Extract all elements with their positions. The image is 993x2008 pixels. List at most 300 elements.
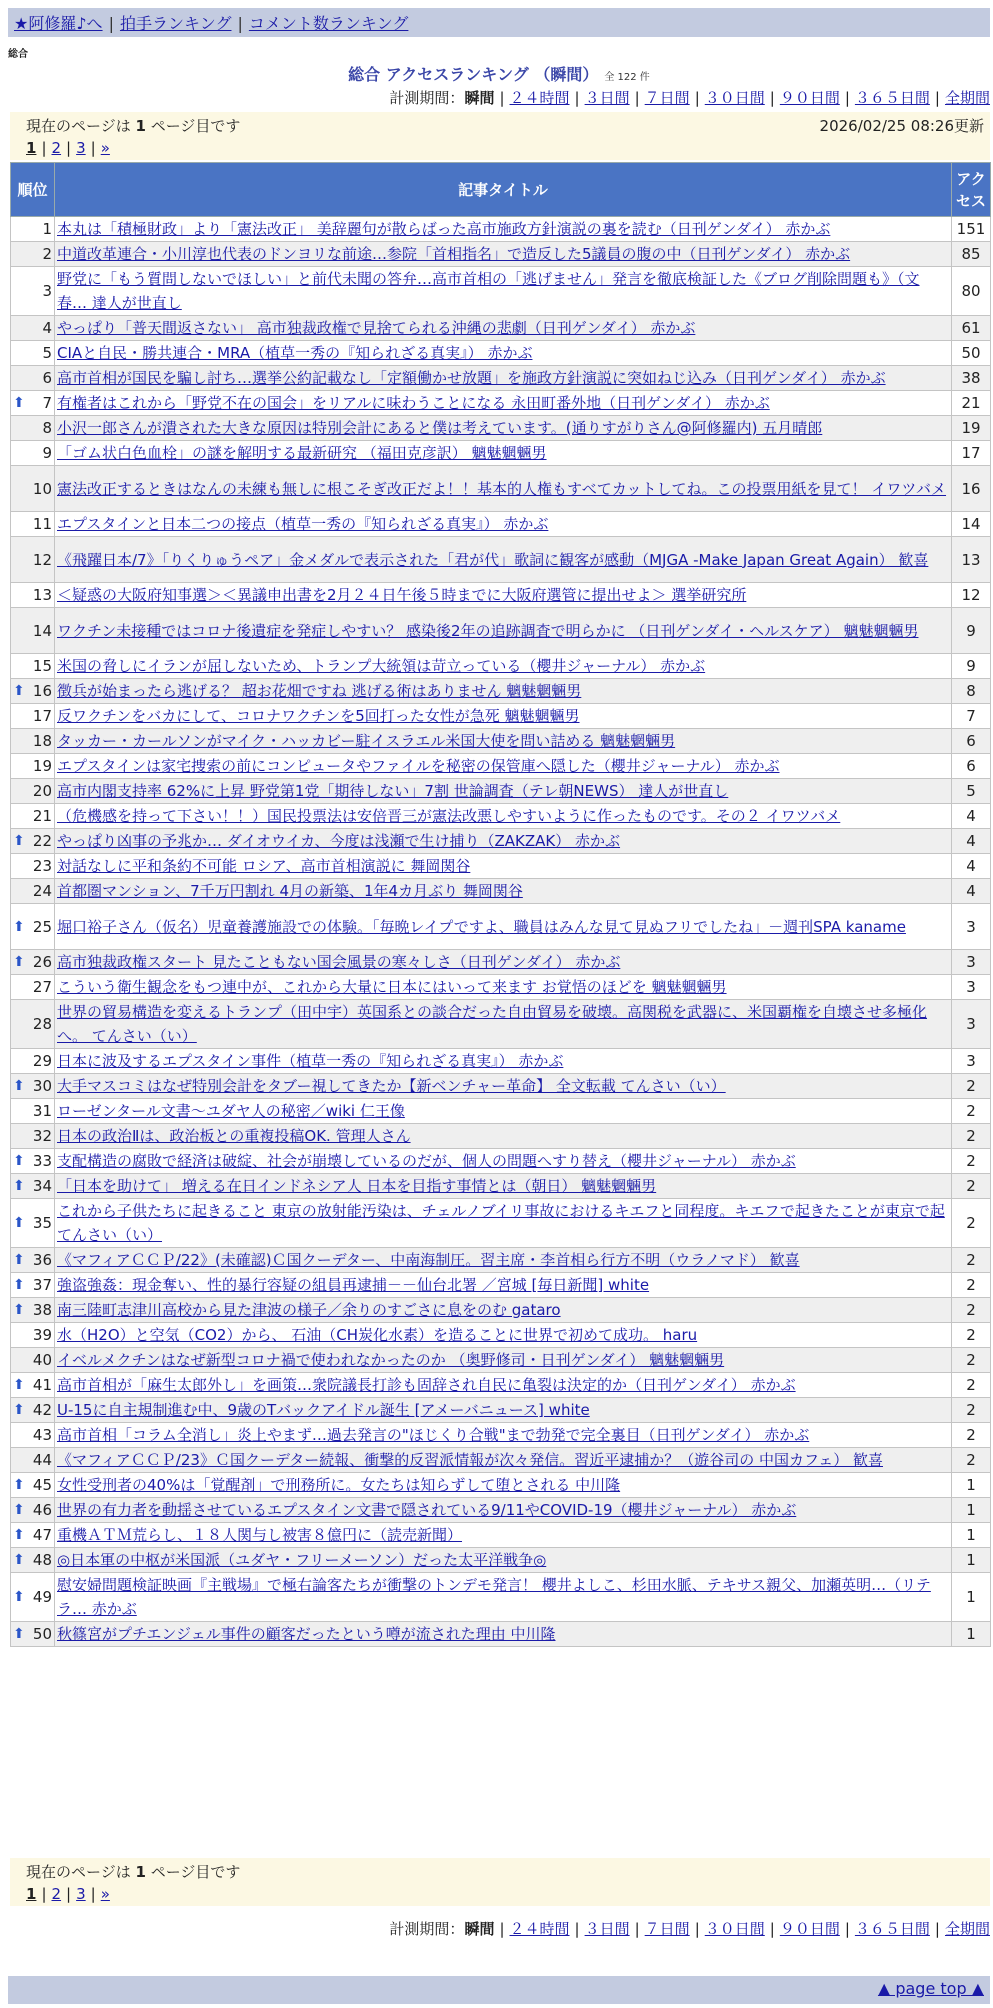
rank-number: 28 xyxy=(32,1015,52,1033)
article-link[interactable]: 有権者はこれから「野党不在の国会」をリアルに味わうことになる 永田町番外地（日刊ゲンダイ） 赤かぶ xyxy=(57,394,770,412)
pager-bottom xyxy=(26,1883,974,1905)
rank-number: 26 xyxy=(32,953,52,971)
title-cell xyxy=(55,341,952,366)
period-separator: | xyxy=(634,89,640,107)
rank-number: 34 xyxy=(32,1177,52,1195)
rank-number: 12 xyxy=(32,550,52,569)
period-link[interactable]: ２４時間 xyxy=(509,1920,570,1938)
period-link[interactable]: ３０日間 xyxy=(704,1920,765,1938)
article-link[interactable]: 首都圏マンション、7千万円割れ 4月の新築、1年4カ月ぶり 舞岡関谷 xyxy=(57,882,523,900)
period-separator: | xyxy=(499,1920,505,1938)
article-link[interactable]: エプスタインは家宅捜索の前にコンピュータやファイルを秘密の保管庫へ隠した（櫻井ジャーナル） 赤かぶ xyxy=(57,757,780,775)
rank-number: 50 xyxy=(32,1625,52,1643)
access-count: 9 xyxy=(952,654,991,679)
title-cell xyxy=(55,217,952,242)
article-link[interactable]: 小沢一郎さんが潰された大きな原因は特別会計にあると僕は考えています。(通りすがりさん@阿修羅内) 五月晴郎 xyxy=(57,419,823,437)
title-cell xyxy=(55,779,952,804)
article-link[interactable]: 対話なしに平和条約不可能 ロシア、高市首相演説に 舞岡関谷 xyxy=(57,857,471,875)
rank-cell xyxy=(11,391,55,416)
access-count: 3 xyxy=(952,950,991,975)
rank-cell xyxy=(11,217,55,242)
article-link[interactable]: 高市首相が「麻生太郎外し」を画策…衆院議長打診も固辞され自民に亀裂は決定的か（日刊ゲンダイ） 赤かぶ xyxy=(57,1376,796,1394)
section-tag: 総合 xyxy=(8,49,28,60)
table-row xyxy=(11,975,991,1000)
access-count: 2 xyxy=(952,1373,991,1398)
title-cell xyxy=(55,391,952,416)
article-link[interactable]: 重機ＡＴＭ荒らし、１８人関与し被害８億円に（読売新聞） xyxy=(57,1526,463,1544)
rank-cell xyxy=(11,829,55,854)
rank-number: 46 xyxy=(32,1501,52,1519)
rank-cell xyxy=(11,1573,55,1622)
nav-separator: | xyxy=(237,14,243,33)
rank-cell xyxy=(11,1622,55,1647)
table-row xyxy=(11,1323,991,1348)
rank-number: 36 xyxy=(32,1251,52,1269)
article-link[interactable]: （危機感を持って下さい！！）国民投票法は安倍晋三が憲法改悪しやすいように作ったものです。その２ イワツバメ xyxy=(57,807,841,825)
access-count: 16 xyxy=(952,466,991,512)
title-cell xyxy=(55,1548,952,1573)
article-link[interactable]: 高市独裁政権スタート 見たこともない国会風景の寒々しさ（日刊ゲンダイ） 赤かぶ xyxy=(57,953,621,971)
up-arrow-icon: ⬆ xyxy=(13,833,25,849)
period-separator: | xyxy=(769,1920,775,1938)
page-info-number: 1 xyxy=(135,1863,146,1881)
access-count: 2 xyxy=(952,1074,991,1099)
rank-number: 30 xyxy=(32,1077,52,1095)
article-link[interactable]: 憲法改正するときはなんの未練も無しに根こそぎ改正だよ！！基本的人権もすべてカットしてね。この投票用紙を見て！ イワツバメ xyxy=(57,479,947,498)
rank-number: 19 xyxy=(32,757,52,775)
title-cell xyxy=(55,1323,952,1348)
rank-number: 11 xyxy=(32,515,52,533)
rank-cell xyxy=(11,1398,55,1423)
table-row xyxy=(11,1348,991,1373)
table-row xyxy=(11,1523,991,1548)
title-cell xyxy=(55,583,952,608)
title-cell xyxy=(55,537,952,583)
up-arrow-icon: ⬆ xyxy=(13,918,25,935)
table-row xyxy=(11,217,991,242)
table-row xyxy=(11,1248,991,1273)
title-cell xyxy=(55,1273,952,1298)
rank-number: 47 xyxy=(32,1526,52,1544)
access-count: 6 xyxy=(952,729,991,754)
access-count: 4 xyxy=(952,804,991,829)
up-arrow-icon: ⬆ xyxy=(13,1277,25,1293)
table-row xyxy=(11,416,991,441)
access-count: 2 xyxy=(952,1348,991,1373)
rank-cell xyxy=(11,1448,55,1473)
table-row xyxy=(11,729,991,754)
title-cell xyxy=(55,1448,952,1473)
article-link[interactable]: 支配構造の腐敗で経済は破綻、社会が崩壊しているのだが、個人の問題へすり替え（櫻井ジャーナル） 赤かぶ xyxy=(57,1152,796,1170)
table-row xyxy=(11,1373,991,1398)
article-link[interactable]: 水（H2O）と空気（CO2）から、 石油（CH炭化水素）を造ることに世界で初めて成功。 haru xyxy=(57,1326,698,1344)
pager-separator: | xyxy=(66,1885,72,1903)
up-arrow-icon: ⬆ xyxy=(13,1527,25,1543)
table-row xyxy=(11,1298,991,1323)
period-link[interactable]: ９０日間 xyxy=(779,1920,840,1938)
access-count: 80 xyxy=(952,267,991,316)
table-row xyxy=(11,608,991,654)
title-cell xyxy=(55,1248,952,1273)
page-info-prefix: 現在のページは xyxy=(26,1863,136,1881)
article-link[interactable]: U-15に自主規制進む中、9歳のTバックアイドル誕生 [アメーバニュース] white xyxy=(57,1401,590,1419)
rank-cell xyxy=(11,441,55,466)
pager-current: 1 xyxy=(26,1885,37,1903)
access-count: 21 xyxy=(952,391,991,416)
home-link[interactable]: ★阿修羅♪へ xyxy=(14,14,103,33)
rank-number: 38 xyxy=(32,1301,52,1319)
rank-cell xyxy=(11,267,55,316)
pager-next-link[interactable]: » xyxy=(100,1885,110,1903)
up-arrow-icon: ⬆ xyxy=(13,1552,25,1568)
pager-top xyxy=(26,137,974,159)
title-cell xyxy=(55,441,952,466)
rank-number: 7 xyxy=(42,394,52,412)
table-row xyxy=(11,754,991,779)
access-count: 5 xyxy=(952,779,991,804)
table-row xyxy=(11,829,991,854)
up-arrow-icon: ⬆ xyxy=(13,1589,25,1605)
article-link[interactable]: ローゼンタール文書～ユダヤ人の秘密／wiki 仁王像 xyxy=(57,1102,405,1120)
rank-number: 39 xyxy=(32,1326,52,1344)
rank-number: 44 xyxy=(32,1451,52,1469)
period-link[interactable]: ３日間 xyxy=(584,89,630,107)
article-link[interactable]: こういう衛生観念をもつ連中が、これから大量に日本にはいって来ます お覚悟のほどを 魑魅魍魎男 xyxy=(57,978,727,996)
ranking-table xyxy=(10,162,991,1647)
title-cell xyxy=(55,242,952,267)
rank-cell xyxy=(11,1323,55,1348)
article-link[interactable]: 世界の有力者を動揺させているエプスタイン文書で隠されている9/11やCOVID-19（櫻井ジャーナル） 赤かぶ xyxy=(57,1501,797,1519)
rank-number: 25 xyxy=(32,917,52,936)
article-link[interactable]: 女性受刑者の40%は「覚醒剤」で刑務所に。女たちは知らずして堕とされる 中川隆 xyxy=(57,1476,621,1494)
table-row xyxy=(11,704,991,729)
table-row xyxy=(11,1000,991,1049)
table-row xyxy=(11,1448,991,1473)
table-row xyxy=(11,950,991,975)
article-link[interactable]: エプスタインと日本二つの接点（植草一秀の『知られざる真実』） 赤かぶ xyxy=(57,515,549,533)
period-separator: | xyxy=(634,1920,640,1938)
article-link[interactable]: ◎日本軍の中枢が米国派（ユダヤ・フリーメーソン）だった太平洋戦争◎ xyxy=(57,1551,547,1569)
table-row xyxy=(11,466,991,512)
pager-link[interactable]: 3 xyxy=(76,1885,86,1903)
article-link[interactable]: 日本に波及するエプスタイン事件（植草一秀の『知られざる真実』） 赤かぶ xyxy=(57,1052,564,1070)
rank-cell xyxy=(11,316,55,341)
page-top-link[interactable]: ▲ page top ▲ xyxy=(877,1979,984,1998)
article-link[interactable]: 大手マスコミはなぜ特別会計をタブー視してきたか【新ベンチャー革命】 全文転載 てんさい（い） xyxy=(57,1077,726,1095)
up-arrow-icon: ⬆ xyxy=(13,683,25,699)
table-row xyxy=(11,1423,991,1448)
table-row xyxy=(11,654,991,679)
title-cell xyxy=(55,1074,952,1099)
article-link[interactable]: ワクチン未接種ではコロナ後遺症を発症しやすい？ 感染後2年の追跡調査で明らかに （日刊ゲンダイ・ヘルスケア） 魑魅魍魎男 xyxy=(57,621,919,640)
access-count: 1 xyxy=(952,1622,991,1647)
up-arrow-icon: ⬆ xyxy=(13,1377,25,1393)
period-separator: | xyxy=(934,89,940,107)
pager-next-link[interactable]: » xyxy=(100,139,110,157)
table-row xyxy=(11,1174,991,1199)
period-link[interactable]: ３６５日間 xyxy=(854,89,930,107)
title-cell xyxy=(55,1348,952,1373)
table-row xyxy=(11,1398,991,1423)
rank-number: 33 xyxy=(32,1152,52,1170)
period-link[interactable]: 全期間 xyxy=(944,1920,990,1938)
title-cell xyxy=(55,267,952,316)
table-row xyxy=(11,267,991,316)
article-link[interactable]: 本丸は「積極財政」より「憲法改正」 美辞麗句が散らばった高市施政方針演説の裏を読む（日刊ゲンダイ） 赤かぶ xyxy=(57,220,831,238)
period-link[interactable]: ３日間 xyxy=(584,1920,630,1938)
clap-ranking-link[interactable]: 拍手ランキング xyxy=(119,14,232,33)
title-cell xyxy=(55,1049,952,1074)
access-count: 2 xyxy=(952,1149,991,1174)
rank-cell xyxy=(11,679,55,704)
up-arrow-icon: ⬆ xyxy=(13,1178,25,1194)
rank-cell xyxy=(11,1199,55,1248)
up-arrow-icon: ⬆ xyxy=(13,1215,25,1231)
article-link[interactable]: 強盗強姦：現金奪い、性的暴行容疑の組員再逮捕－－仙台北署 ／宮城 [毎日新聞] white xyxy=(57,1276,650,1294)
title-cell xyxy=(55,1573,952,1622)
rank-cell xyxy=(11,366,55,391)
rank-number: 20 xyxy=(32,782,52,800)
title-header: 記事タイトル xyxy=(55,163,952,217)
period-current: 瞬間 xyxy=(464,89,495,107)
rank-number: 35 xyxy=(32,1214,52,1232)
access-count: 4 xyxy=(952,854,991,879)
table-row xyxy=(11,1199,991,1248)
article-link[interactable]: イベルメクチンはなぜ新型コロナ禍で使われなかったのか （奥野修司・日刊ゲンダイ） 魑魅魍魎男 xyxy=(57,1351,725,1369)
table-header-row xyxy=(11,163,991,217)
access-count: 3 xyxy=(952,975,991,1000)
up-arrow-icon: ⬆ xyxy=(13,1502,25,1518)
access-count: 85 xyxy=(952,242,991,267)
period-link[interactable]: ７日間 xyxy=(644,89,690,107)
rank-number: 16 xyxy=(32,682,52,700)
table-row xyxy=(11,804,991,829)
article-link[interactable]: 中道改革連合・小川淳也代表のドンヨリな前途…参院「首相指名」で造反した5議員の腹の中（日刊ゲンダイ） 赤かぶ xyxy=(57,245,851,263)
article-link[interactable]: 秋篠宮がプチエンジェル事件の顧客だったという噂が流された理由 中川隆 xyxy=(57,1625,556,1643)
title-cell xyxy=(55,754,952,779)
period-label: 計測期間： xyxy=(389,1920,465,1938)
access-count: 38 xyxy=(952,366,991,391)
rank-number: 2 xyxy=(42,245,52,263)
title-cell xyxy=(55,1149,952,1174)
rank-number: 42 xyxy=(32,1401,52,1419)
rank-cell xyxy=(11,804,55,829)
title-cell xyxy=(55,1423,952,1448)
article-link[interactable]: 《飛躍日本/7》「りくりゅうペア」金メダルで表示された「君が代」歌詞に観客が感動（MJGA -Make Japan Great Again） 歓喜 xyxy=(57,550,929,569)
table-row xyxy=(11,583,991,608)
access-count: 2 xyxy=(952,1398,991,1423)
access-count: 2 xyxy=(952,1248,991,1273)
article-link[interactable]: 米国の脅しにイランが屈しないため、トランプ大統領は苛立っている（櫻井ジャーナル） 赤かぶ xyxy=(57,657,706,675)
access-count: 2 xyxy=(952,1174,991,1199)
article-link[interactable]: 堀口裕子さん（仮名）児童養護施設での体験。「毎晩レイプですよ、職員はみんな見て見ぬフリでしたね」－週刊SPA kaname xyxy=(57,917,906,936)
title-cell xyxy=(55,950,952,975)
up-arrow-icon: ⬆ xyxy=(13,1302,25,1318)
rank-number: 24 xyxy=(32,882,52,900)
table-row xyxy=(11,512,991,537)
access-count: 6 xyxy=(952,754,991,779)
title-cell xyxy=(55,512,952,537)
article-link[interactable]: やっぱり凶事の予兆か… ダイオウイカ、今度は浅瀬で生け捕り（ZAKZAK） 赤かぶ xyxy=(57,832,621,850)
rank-number: 21 xyxy=(32,807,52,825)
title-cell xyxy=(55,466,952,512)
period-label: 計測期間： xyxy=(389,89,465,107)
access-count: 4 xyxy=(952,829,991,854)
title-cell xyxy=(55,366,952,391)
rank-number: 13 xyxy=(32,586,52,604)
rank-number: 41 xyxy=(32,1376,52,1394)
rank-cell xyxy=(11,583,55,608)
title-cell xyxy=(55,654,952,679)
article-link[interactable]: 《マフィアＣＣＰ/22》(未確認)Ｃ国クーデター、中南海制圧。習主席・李首相ら行方不明（ウラノマド） 歓喜 xyxy=(57,1251,800,1269)
rank-cell xyxy=(11,512,55,537)
period-separator: | xyxy=(934,1920,940,1938)
total-count: 全 122 件 xyxy=(604,72,650,83)
rank-number: 43 xyxy=(32,1426,52,1444)
period-selector-top xyxy=(389,87,990,108)
rank-number: 27 xyxy=(32,978,52,996)
period-link[interactable]: 全期間 xyxy=(944,89,990,107)
period-link[interactable]: ３０日間 xyxy=(704,89,765,107)
rank-cell xyxy=(11,1373,55,1398)
rank-cell xyxy=(11,1548,55,1573)
article-link[interactable]: 《マフィアＣＣＰ/23》Ｃ国クーデター続報、衝撃的反習派情報が次々発信。習近平逮捕か？（遊谷司の 中国カフェ） 歓喜 xyxy=(57,1451,883,1469)
rank-number: 37 xyxy=(32,1276,52,1294)
rank-cell xyxy=(11,854,55,879)
rank-number: 32 xyxy=(32,1127,52,1145)
access-count: 1 xyxy=(952,1498,991,1523)
title-cell xyxy=(55,679,952,704)
page-title: 総合 アクセスランキング （瞬間） xyxy=(348,65,599,84)
table-row xyxy=(11,854,991,879)
pager-separator: | xyxy=(66,139,72,157)
access-count: 9 xyxy=(952,608,991,654)
title-cell xyxy=(55,1099,952,1124)
article-link[interactable]: 高市首相が国民を騙し討ち…選挙公約記載なし「定額働かせ放題」を施政方針演説に突如ねじ込み（日刊ゲンダイ） 赤かぶ xyxy=(57,369,886,387)
article-link[interactable]: ＜疑惑の大阪府知事選＞＜異議申出書を2月２４日午後５時までに大阪府選管に提出せよ＞ 選挙研究所 xyxy=(57,586,747,604)
pager-link[interactable]: 2 xyxy=(51,1885,62,1903)
rank-cell xyxy=(11,1174,55,1199)
article-link[interactable]: これから子供たちに起きること 東京の放射能汚染は、チェルノブイリ事故におけるキエフと同程度。キエフで起きたことが東京で起 てんさい（い） xyxy=(57,1202,945,1244)
rank-cell xyxy=(11,950,55,975)
article-link[interactable]: 慰安婦問題検証映画『主戦場』で極右論客たちが衝撃のトンデモ発言！ 櫻井よしこ、杉田水脈、テキサス親父、加瀬英明…（リテラ… 赤かぶ xyxy=(57,1576,931,1618)
table-row xyxy=(11,391,991,416)
article-link[interactable]: 世界の貿易構造を変えるトランプ（田中宇）英国系との談合だった自由貿易を破壊。高関税を武器に、米国覇権を自壊させ多極化へ。 てんさい（い） xyxy=(57,1003,928,1045)
rank-number: 14 xyxy=(32,621,52,640)
article-link[interactable]: タッカー・カールソンがマイク・ハッカビー駐イスラエル米国大使を問い詰める 魑魅魍魎男 xyxy=(57,732,676,750)
period-link[interactable]: ７日間 xyxy=(644,1920,690,1938)
rank-number: 5 xyxy=(42,344,52,362)
article-link[interactable]: 徴兵が始まったら逃げる？ 超お花畑ですね 逃げる術はありません 魑魅魍魎男 xyxy=(57,682,582,700)
rank-cell xyxy=(11,879,55,904)
access-count: 12 xyxy=(952,583,991,608)
table-row xyxy=(11,1548,991,1573)
article-link[interactable]: 高市内閣支持率 62%に上昇 野党第1党「期待しない」7割 世論調査（テレ朝NEWS） 達人が世直し xyxy=(57,782,729,800)
access-count: 61 xyxy=(952,316,991,341)
pager-current: 1 xyxy=(26,139,37,157)
period-separator: | xyxy=(499,89,505,107)
table-row xyxy=(11,1573,991,1622)
table-row xyxy=(11,1273,991,1298)
article-link[interactable]: 高市首相「コラム全消し」炎上やまず…過去発言の"ほじくり合戦"まで勃発で完全裏目（日刊ゲンダイ） 赤かぶ xyxy=(57,1426,810,1444)
table-row xyxy=(11,537,991,583)
period-selector-bottom xyxy=(389,1918,990,1939)
access-count: 13 xyxy=(952,537,991,583)
access-count: 1 xyxy=(952,1548,991,1573)
title-cell xyxy=(55,804,952,829)
rank-cell xyxy=(11,729,55,754)
pager-link[interactable]: 2 xyxy=(51,139,62,157)
period-link[interactable]: ９０日間 xyxy=(779,89,840,107)
article-link[interactable]: 日本の政治Ⅱは、政治板との重複投稿OK. 管理人さん xyxy=(57,1127,411,1145)
pager-separator: | xyxy=(90,1885,96,1903)
period-separator: | xyxy=(844,89,850,107)
period-current: 瞬間 xyxy=(464,1920,495,1938)
access-count: 19 xyxy=(952,416,991,441)
article-link[interactable]: 野党に「もう質問しないでほしい」と前代未聞の答弁…高市首相の「逃げません」発言を徹底検証した《ブログ削除問題も》（文春… 達人が世直し xyxy=(57,270,920,312)
table-row xyxy=(11,779,991,804)
rank-cell xyxy=(11,904,55,950)
table-row xyxy=(11,242,991,267)
article-link[interactable]: 「ゴム状白色血栓」の謎を解明する最新研究 （福田克彦訳） 魑魅魍魎男 xyxy=(57,444,547,462)
table-row xyxy=(11,1049,991,1074)
comment-ranking-link[interactable]: コメント数ランキング xyxy=(248,14,409,33)
rank-cell xyxy=(11,1423,55,1448)
up-arrow-icon: ⬆ xyxy=(13,1402,25,1418)
access-count: 1 xyxy=(952,1523,991,1548)
access-count: 2 xyxy=(952,1323,991,1348)
bottom-bar xyxy=(8,1976,990,2004)
period-link[interactable]: ２４時間 xyxy=(509,89,570,107)
period-separator: | xyxy=(844,1920,850,1938)
table-row xyxy=(11,1099,991,1124)
table-row xyxy=(11,1074,991,1099)
rank-cell xyxy=(11,1523,55,1548)
title-cell xyxy=(55,975,952,1000)
table-row xyxy=(11,1498,991,1523)
rank-cell xyxy=(11,537,55,583)
rank-cell xyxy=(11,1273,55,1298)
pager-separator: | xyxy=(41,1885,47,1903)
title-cell xyxy=(55,904,952,950)
rank-number: 6 xyxy=(42,369,52,387)
table-row xyxy=(11,904,991,950)
article-link[interactable]: CIAと自民・勝共連合・MRA（植草一秀の『知られざる真実』） 赤かぶ xyxy=(57,344,533,362)
title-cell xyxy=(55,1473,952,1498)
rank-cell xyxy=(11,779,55,804)
article-link[interactable]: 反ワクチンをバカにして、コロナワクチンを5回打った女性が急死 魑魅魍魎男 xyxy=(57,707,580,725)
rank-cell xyxy=(11,1099,55,1124)
title-cell xyxy=(55,316,952,341)
article-link[interactable]: 南三陸町志津川高校から見た津波の様子／余りのすごさに息をのむ gataro xyxy=(57,1301,561,1319)
access-count: 8 xyxy=(952,679,991,704)
page-info-bottom xyxy=(10,1858,990,1906)
pager-link[interactable]: 3 xyxy=(76,139,86,157)
access-count: 2 xyxy=(952,1124,991,1149)
title-cell xyxy=(55,829,952,854)
title-cell xyxy=(55,416,952,441)
article-link[interactable]: やっぱり「普天間返さない」 高市独裁政権で見捨てられる沖縄の悲劇（日刊ゲンダイ） 赤かぶ xyxy=(57,319,696,337)
page-info-number: 1 xyxy=(135,117,146,135)
up-arrow-icon: ⬆ xyxy=(13,395,25,411)
title-cell xyxy=(55,1124,952,1149)
period-link[interactable]: ３６５日間 xyxy=(854,1920,930,1938)
article-link[interactable]: 「日本を助けて」 増える在日インドネシア人 日本を目指す事情とは（朝日） 魑魅魍魎男 xyxy=(57,1177,657,1195)
table-row xyxy=(11,1149,991,1174)
nav-separator: | xyxy=(108,14,114,33)
title-cell xyxy=(55,1373,952,1398)
title-cell xyxy=(55,1498,952,1523)
